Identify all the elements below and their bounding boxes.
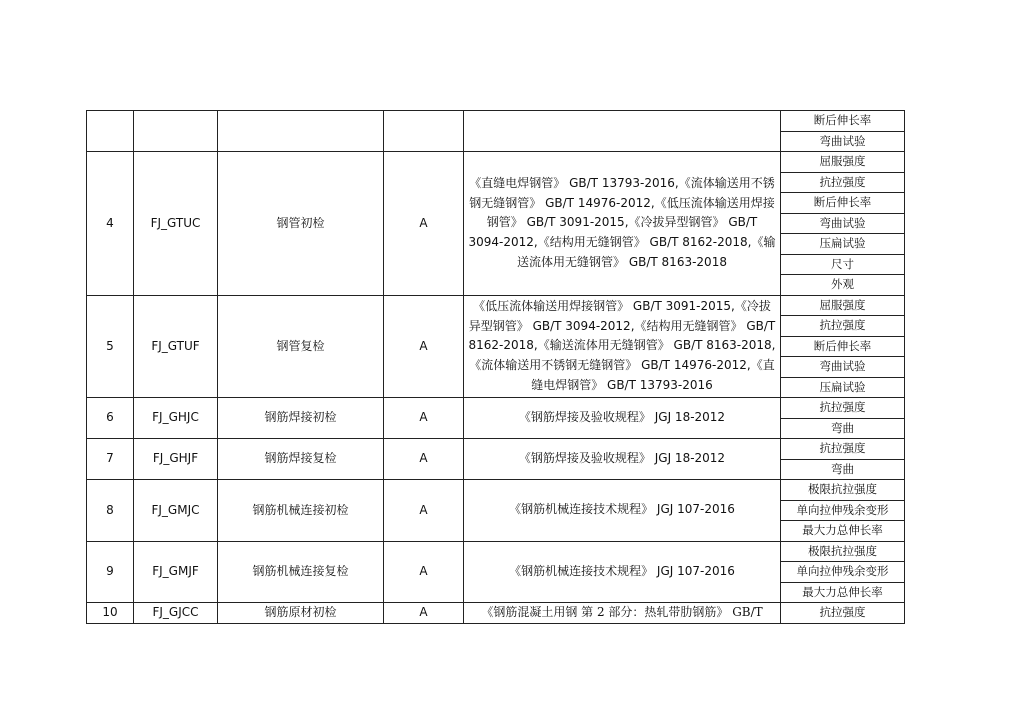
- table-row: [87, 398, 905, 419]
- test-item-cell: 单向拉伸残余变形: [781, 562, 905, 583]
- inspection-name-cell: [218, 111, 384, 152]
- level-cell: A: [384, 439, 464, 480]
- standard-cell: 《钢筋机械连接技术规程》 JGJ 107-2016: [464, 480, 781, 542]
- inspection-name-cell: 钢管初检: [218, 152, 384, 296]
- test-item-cell: 弯曲: [781, 418, 905, 439]
- level-cell: A: [384, 295, 464, 398]
- code-cell: FJ_GMJC: [134, 480, 218, 542]
- code-cell: FJ_GHJC: [134, 398, 218, 439]
- test-item-cell: 极限抗拉强度: [781, 541, 905, 562]
- test-item-cell: 压扁试验: [781, 234, 905, 255]
- test-item-cell: 断后伸长率: [781, 193, 905, 214]
- test-item-cell: 屈服强度: [781, 152, 905, 173]
- test-item-cell: 抗拉强度: [781, 316, 905, 337]
- test-item-cell: 抗拉强度: [781, 172, 905, 193]
- code-cell: FJ_GTUC: [134, 152, 218, 296]
- level-cell: A: [384, 480, 464, 542]
- standard-cell: [464, 111, 781, 152]
- row-number-cell: 7: [87, 439, 134, 480]
- standard-cell: 《钢筋焊接及验收规程》 JGJ 18-2012: [464, 439, 781, 480]
- level-cell: [384, 111, 464, 152]
- inspection-name-cell: 钢筋机械连接复检: [218, 541, 384, 603]
- row-number-cell: 5: [87, 295, 134, 398]
- inspection-name-cell: 钢筋原材初检: [218, 603, 384, 624]
- table-row: [87, 111, 905, 132]
- test-item-cell: 断后伸长率: [781, 111, 905, 132]
- test-item-cell: 抗拉强度: [781, 398, 905, 419]
- standard-cell: 《钢筋混凝土用钢 第 2 部分：热轧带肋钢筋》 GB/T: [464, 603, 781, 624]
- standard-cell: 《直缝电焊钢管》 GB/T 13793-2016,《流体输送用不锈钢无缝钢管》 GB/T 14976-2012,《低压流体输送用焊接钢管》 GB/T 3091-2015,《冷拔异型钢管》 GB/T 3094-2012,《结构用无缝钢管》 GB/T 8162-2018,《输送流体用无缝钢管》 GB/T 8163-2018: [464, 152, 781, 296]
- table-row: [87, 439, 905, 460]
- level-cell: A: [384, 603, 464, 624]
- table-row: [87, 603, 905, 624]
- test-item-cell: 压扁试验: [781, 377, 905, 398]
- inspection-name-cell: 钢管复检: [218, 295, 384, 398]
- row-number-cell: 6: [87, 398, 134, 439]
- table-row: [87, 480, 905, 501]
- test-item-cell: 最大力总伸长率: [781, 582, 905, 603]
- level-cell: A: [384, 541, 464, 603]
- test-item-cell: 尺寸: [781, 254, 905, 275]
- row-number-cell: 8: [87, 480, 134, 542]
- table-row: [87, 152, 905, 173]
- code-cell: FJ_GMJF: [134, 541, 218, 603]
- level-cell: A: [384, 398, 464, 439]
- row-number-cell: [87, 111, 134, 152]
- table-row: [87, 295, 905, 316]
- inspection-name-cell: 钢筋机械连接初检: [218, 480, 384, 542]
- test-item-cell: 弯曲试验: [781, 213, 905, 234]
- test-item-cell: 屈服强度: [781, 295, 905, 316]
- test-item-cell: 极限抗拉强度: [781, 480, 905, 501]
- standard-cell: 《钢筋焊接及验收规程》 JGJ 18-2012: [464, 398, 781, 439]
- test-item-cell: 抗拉强度: [781, 439, 905, 460]
- code-cell: FJ_GHJF: [134, 439, 218, 480]
- test-item-cell: 外观: [781, 275, 905, 296]
- row-number-cell: 10: [87, 603, 134, 624]
- table-row: [87, 541, 905, 562]
- standard-cell: 《钢筋机械连接技术规程》 JGJ 107-2016: [464, 541, 781, 603]
- test-item-cell: 抗拉强度: [781, 603, 905, 624]
- test-item-cell: 最大力总伸长率: [781, 521, 905, 542]
- code-cell: FJ_GJCC: [134, 603, 218, 624]
- test-item-cell: 单向拉伸残余变形: [781, 500, 905, 521]
- code-cell: [134, 111, 218, 152]
- test-item-cell: 断后伸长率: [781, 336, 905, 357]
- level-cell: A: [384, 152, 464, 296]
- inspection-name-cell: 钢筋焊接复检: [218, 439, 384, 480]
- test-item-cell: 弯曲试验: [781, 357, 905, 378]
- inspection-standards-table: [86, 110, 905, 624]
- inspection-name-cell: 钢筋焊接初检: [218, 398, 384, 439]
- test-item-cell: 弯曲: [781, 459, 905, 480]
- row-number-cell: 4: [87, 152, 134, 296]
- row-number-cell: 9: [87, 541, 134, 603]
- standard-cell: 《低压流体输送用焊接钢管》 GB/T 3091-2015,《冷拔异型钢管》 GB/T 3094-2012,《结构用无缝钢管》 GB/T 8162-2018,《输送流体用无缝钢管》 GB/T 8163-2018,《流体输送用不锈钢无缝钢管》 GB/T 14976-2012,《直缝电焊钢管》 GB/T 13793-2016: [464, 295, 781, 398]
- test-item-cell: 弯曲试验: [781, 131, 905, 152]
- code-cell: FJ_GTUF: [134, 295, 218, 398]
